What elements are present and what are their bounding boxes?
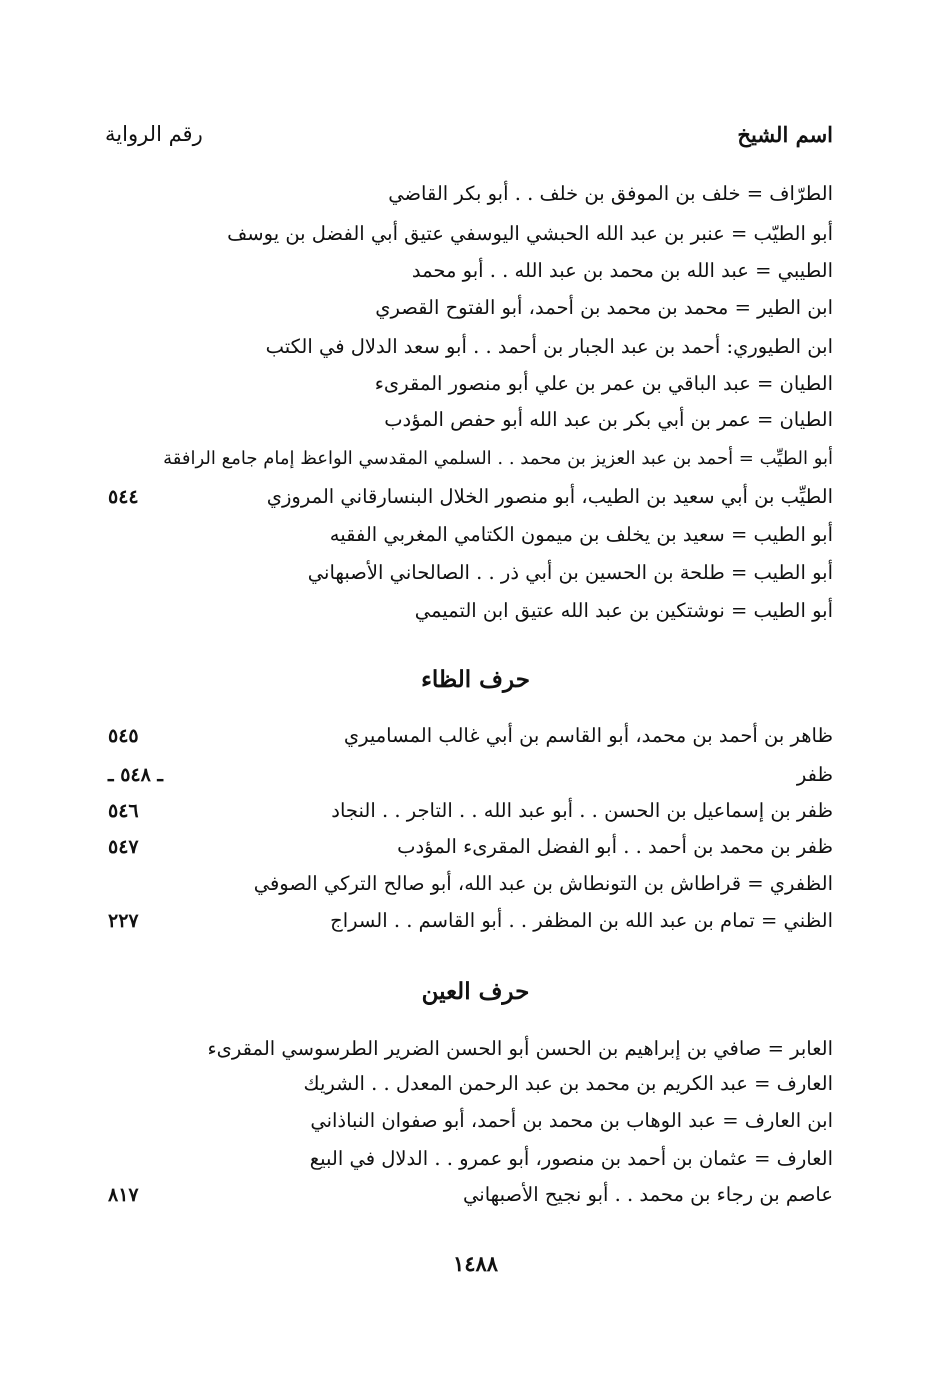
list-item <box>100 329 833 365</box>
narration-number: ٥٤٧ <box>108 836 139 858</box>
list-item <box>100 1066 833 1102</box>
entry-text: أبو الطيب = سعيد بن يخلف بن ميمون الكتامي المغربي الفقيه <box>329 523 833 546</box>
entry-text: الظفري = قراطاش بن التونطاش بن عبد الله، أبو صالح التركي الصوفي <box>253 872 833 895</box>
narration-number: ٥٤٥ <box>108 725 139 747</box>
entry-text: الطيبي = عبد الله بن محمد بن عبد الله . . أبو محمد <box>411 259 833 282</box>
list-item <box>100 1031 833 1067</box>
entry-text: عاصم بن رجاء بن محمد . . أبو نجيح الأصبهاني <box>463 1183 833 1206</box>
entry-text: ابن الطير = محمد بن محمد بن أحمد، أبو الفتوح القصري <box>375 296 833 319</box>
entry-text: أبو الطيب = طلحة بن الحسين بن أبي ذر . . الصالحاني الأصبهاني <box>307 561 833 584</box>
entry-text: الطيان = عبد الباقي بن عمر بن علي أبو منصور المقرىء <box>374 372 833 395</box>
list-item <box>100 176 833 212</box>
list-item <box>100 366 833 402</box>
narration-number: ٥٤٤ <box>108 486 139 508</box>
list-item <box>100 402 833 438</box>
entry-text: ابن الطيوري: أحمد بن عبد الجبار بن أحمد . . أبو سعد الدلال في الكتب <box>265 335 833 358</box>
list-item <box>100 555 833 591</box>
entry-text: ظفر بن إسماعيل بن الحسن . . أبو عبد الله . . التاجر . . النجاد <box>331 799 833 822</box>
entry-text: الظني = تمام بن عبد الله بن المظفر . . أبو القاسم . . السراج <box>330 909 833 932</box>
entry-text: العابر = صافي بن إبراهيم بن الحسن أبو الحسن الضرير الطرسوسي المقرىء <box>207 1037 833 1060</box>
narration-number-column-header: رقم الرواية <box>105 122 203 146</box>
entry-text: أبو الطيب = نوشتكين بن عبد الله عتيق ابن التميمي <box>414 599 833 622</box>
entry-text: الطرّاف = خلف بن الموفق بن خلف . . أبو بكر القاضي <box>388 182 833 205</box>
section-title-ayn: حرف العين <box>421 978 530 1005</box>
narration-number: ٢٢٧ <box>108 910 139 932</box>
entry-text: أبو الطيِّب = أحمد بن عبد العزيز بن محمد . . السلمي المقدسي الواعظ إمام جامع الرافقة <box>163 448 833 469</box>
shaykh-name-column-header: اسم الشيخ <box>737 122 833 147</box>
list-item <box>100 593 833 629</box>
entry-text: ظفر <box>796 763 833 786</box>
list-item <box>100 253 833 289</box>
entry-text: الطيان = عمر بن أبي بكر بن عبد الله أبو حفص المؤدب <box>384 408 833 431</box>
entry-text: ظاهر بن أحمد بن محمد، أبو القاسم بن أبي غالب المساميري <box>343 724 833 747</box>
narration-number: ٨١٧ <box>108 1184 139 1206</box>
list-item <box>100 290 833 326</box>
list-item <box>100 718 833 754</box>
narration-number: ـ ٥٤٨ ـ <box>108 764 163 786</box>
list-item <box>100 757 833 793</box>
list-item <box>100 903 833 939</box>
list-item <box>100 479 833 515</box>
section-title-dha: حرف الظاء <box>421 666 530 693</box>
entry-text: العارف = عثمان بن أحمد بن منصور، أبو عمرو . . الدلال في البيع <box>309 1147 833 1170</box>
list-item <box>100 1103 833 1139</box>
list-item <box>100 1141 833 1177</box>
list-item <box>100 216 833 252</box>
narration-number: ٥٤٦ <box>108 800 139 822</box>
list-item <box>100 517 833 553</box>
list-item <box>100 866 833 902</box>
list-item <box>100 829 833 865</box>
entry-text: ابن العارف = عبد الوهاب بن محمد بن أحمد، أبو صفوان النباذاني <box>310 1109 833 1132</box>
entry-text: ظفر بن محمد بن أحمد . . أبو الفضل المقرىء المؤدب <box>397 835 833 858</box>
entry-text: الطيِّب بن أبي سعيد بن الطيب، أبو منصور الخلال البنسارقاني المروزي <box>266 485 833 508</box>
list-item <box>100 441 833 477</box>
entry-text: العارف = عبد الكريم بن محمد بن عبد الرحمن المعدل . . الشريك <box>303 1072 833 1095</box>
entry-text: أبو الطيّب = عنبر بن عبد الله الحبشي اليوسفي عتيق أبي الفضل بن يوسف <box>227 222 833 245</box>
page-number: ١٤٨٨ <box>452 1251 499 1276</box>
list-item <box>100 1177 833 1213</box>
list-item <box>100 793 833 829</box>
